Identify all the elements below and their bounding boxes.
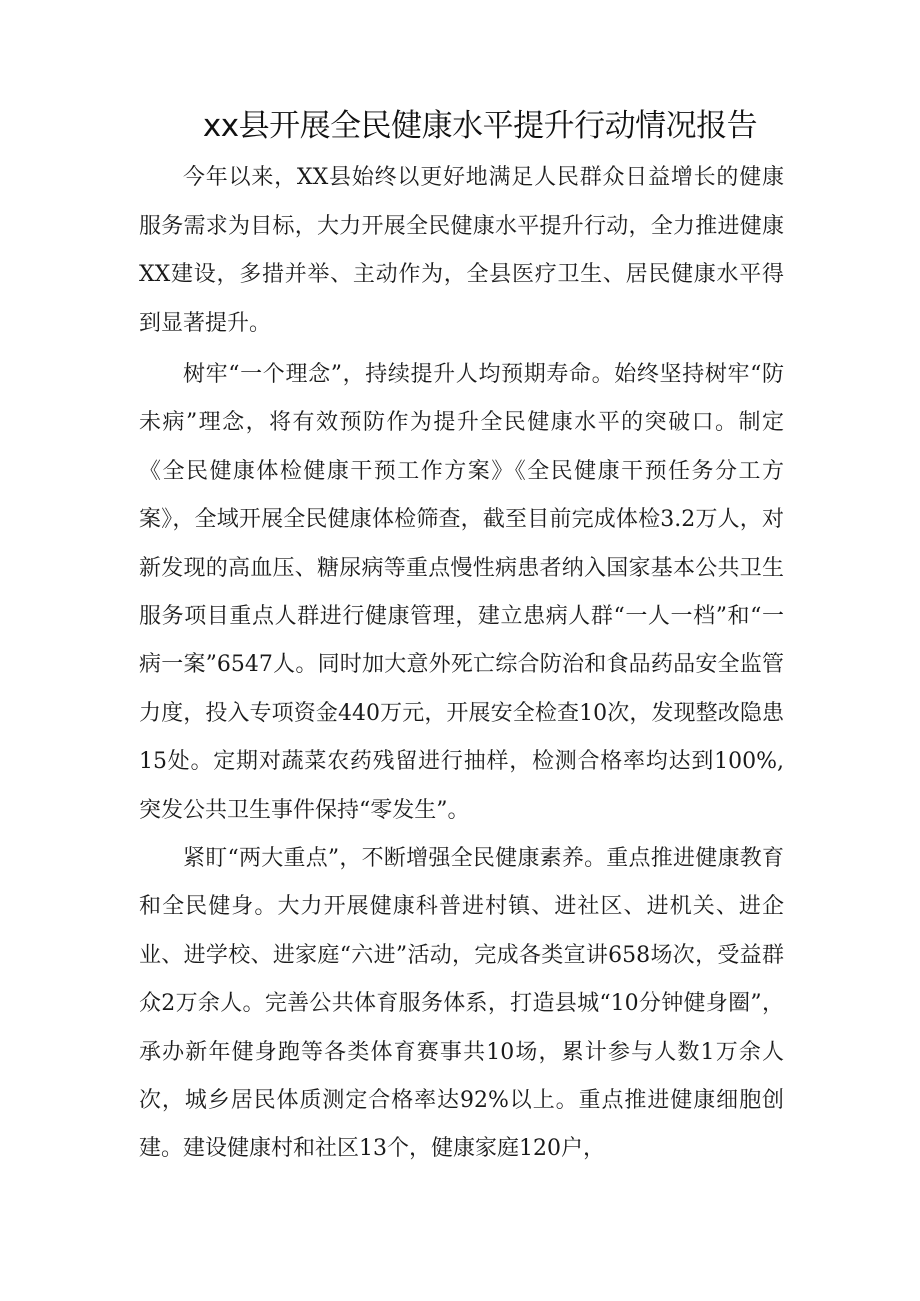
document-title: xx县开展全民健康水平提升行动情况报告 [202,108,758,144]
paragraph-two-priorities: 紧盯“两大重点”，不断增强全民健康素养。重点推进健康教育和全民健身。大力开展健康科普进村镇、进社区、进机关、进企业、进学校、进家庭“六进”活动，完成各类宣讲658场次，受益群众2万余人。完善公共体育服务体系，打造县城“10分钟健身圈”，承办新年健身跑等各类体育赛事共10场，累计参与人数1万余人次，城乡居民体质测定合格率达92%以上。重点推进健康细胞创建。建设健康村和社区13个，健康家庭120户， [139,846,784,1162]
paragraph-intro: 今年以来，XX县始终以更好地满足人民群众日益增长的健康服务需求为目标，大力开展全民健康水平提升行动，全力推进健康XX建设，多措并举、主动作为，全县医疗卫生、居民健康水平得到显著提升。 [139,165,784,336]
paragraph-one-concept: 树牢“一个理念”，持续提升人均预期寿命。始终坚持树牢“防未病”理念，将有效预防作为提升全民健康水平的突破口。制定《全民健康体检健康干预工作方案》《全民健康干预任务分工方案》，全域开展全民健康体检筛查，截至目前完成体检3.2万人，对新发现的高血压、糖尿病等重点慢性病患者纳入国家基本公共卫生服务项目重点人群进行健康管理，建立患病人群“一人一档”和“一病一案”6547人。同时加大意外死亡综合防治和食品药品安全监管力度，投入专项资金440万元，开展安全检查10次，发现整改隐患15处。定期对蔬菜农药残留进行抽样，检测合格率均达到100%,突发公共卫生事件保持“零发生”。 [139,362,784,823]
